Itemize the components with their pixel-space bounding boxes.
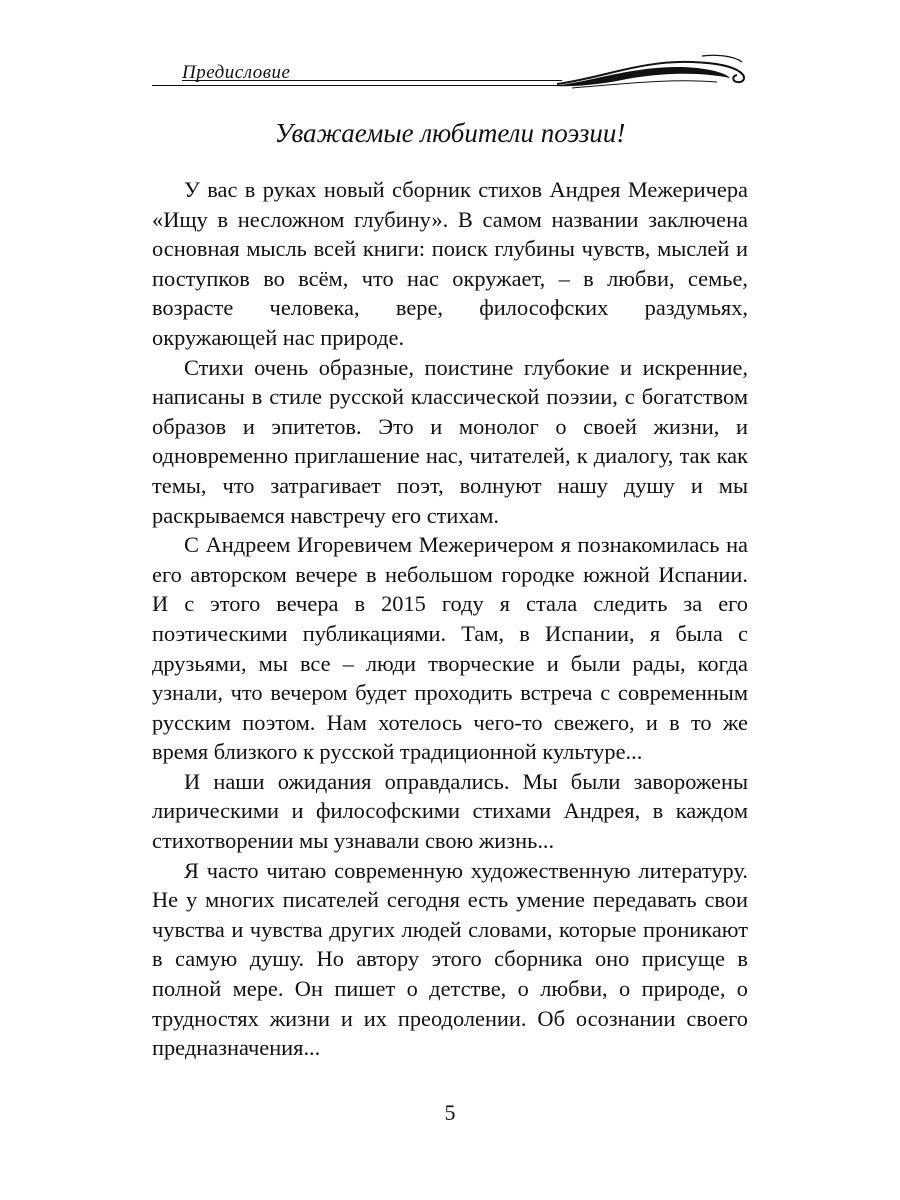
- running-head: Предисловие: [182, 62, 291, 83]
- decorative-swash-icon: [552, 48, 752, 96]
- paragraph-5: Я часто читаю современную художественную литературу. Не у многих писателей сегодня есть умение передавать свои чувства и чувства других людей словами, которые проникают в самую душу. Но автору этого сборника оно присуще в полной мере. Он пишет о детстве, о любви, о природе, о трудностях жизни и их преодолении. Об осознании своего предназначения...: [152, 857, 748, 1061]
- page-title: Уважаемые любители поэзии!: [274, 118, 626, 148]
- header-rule: [152, 85, 572, 86]
- header-rule-thin: [182, 80, 562, 81]
- body-text: [152, 175, 748, 1063]
- page-number: 5: [444, 1100, 456, 1125]
- paragraph-2: Стихи очень образные, поистине глубокие и искренние, написаны в стиле русской классической поэзии, с богатством образов и эпитетов. Это и монолог о своей жизни, и одновременно приглашение нас, читателей, к диалогу, так как темы, что затрагивает поэт, волнуют нашу душу и мы раскрываемся навстречу его стихам.: [152, 354, 748, 528]
- paragraph-4: И наши ожидания оправдались. Мы были заворожены лирическими и философскими стихами Андрея, в каждом стихотворении мы узнавали свою жизнь...: [152, 768, 748, 854]
- page-header: [152, 48, 752, 96]
- paragraph-3: С Андреем Игоревичем Межеричером я познакомилась на его авторском вечере в небольшом городке южной Испании. И с этого вечера в 2015 году я стала следить за его поэтическими публикациями. Там, в Испании, я была с друзьями, мы все – люди творческие и были рады, когда узнали, что вечером будет проходить встреча с современным русским поэтом. Нам хотелось чего-то свежего, и в то же время близкого к русской традиционной культуре...: [152, 532, 748, 765]
- paragraph-1: У вас в руках новый сборник стихов Андрея Межеричера «Ищу в несложном глубину». В самом названии заключена основная мысль всей книги: поиск глубины чувств, мыслей и поступков во всём, что нас окружает, – в любви, семье, возрасте человека, вере, философских раздумьях, окружающей нас природе.: [152, 177, 748, 350]
